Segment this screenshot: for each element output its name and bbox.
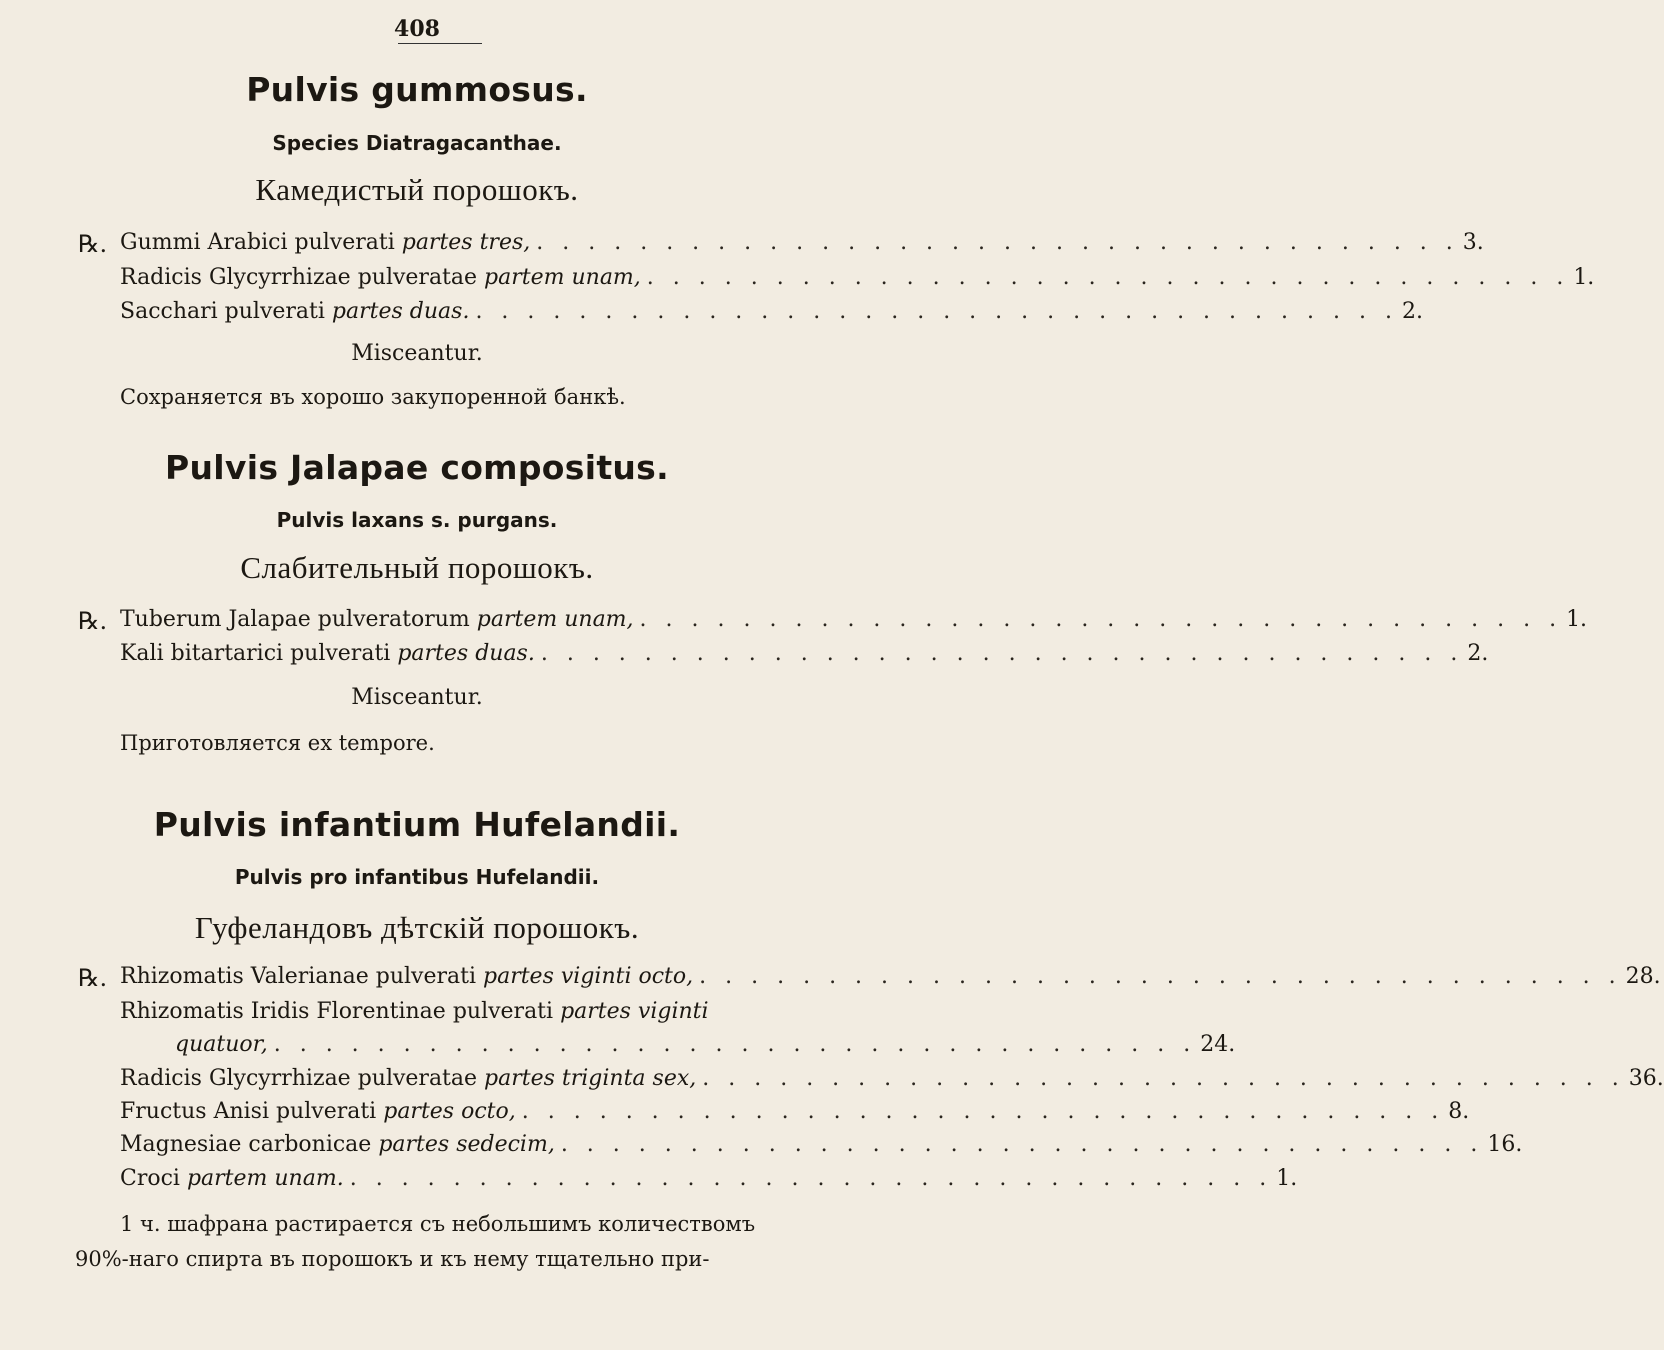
ingredient-line bbox=[120, 1166, 1298, 1191]
section-russian-title: Гуфеландовъ дѣтскій порошокъ. bbox=[194, 910, 640, 945]
misceantur-text: Misceantur. bbox=[351, 685, 483, 710]
leader-dots: . . . . . . . . . . . . . . . . . . . . . . . . . . . . . . . . . . . . bbox=[639, 607, 1563, 632]
ingredient-line bbox=[120, 299, 1423, 324]
leader-dots: . . . . . . . . . . . . . . . . . . . . . . . . . . . . . . . . . . . . bbox=[349, 1166, 1273, 1191]
ingredient-amount-text: partes tres, bbox=[401, 230, 531, 255]
ingredient-line bbox=[120, 1066, 1664, 1091]
section-russian-title: Камедистый порошокъ. bbox=[255, 172, 579, 207]
storage-note: Сохраняется въ хорошо закупоренной банкѣ. bbox=[120, 385, 626, 409]
ingredient-line bbox=[120, 999, 815, 1024]
leader-dots: . . . . . . . . . . . . . . . . . . . . . . . . . . . . . . . . . . . . bbox=[536, 230, 1459, 255]
ingredient-qty: 2. bbox=[1401, 299, 1423, 324]
leader-dots: . . . . . . . . . . . . . . . . . . . . . . . . . . . . . . . . . . . . bbox=[702, 1066, 1625, 1091]
ingredient-amount-text: partes sedecim, bbox=[378, 1132, 555, 1157]
ingredient-qty: 16. bbox=[1487, 1132, 1523, 1157]
ingredient-line bbox=[120, 1132, 1523, 1157]
ingredient-line bbox=[78, 964, 1661, 992]
ingredient-line bbox=[78, 607, 1588, 635]
ingredient-latin: Magnesiae carbonicae bbox=[120, 1132, 372, 1157]
leader-dots: . . . . . . . . . . . . . . . . . . . . . . . . . . . . . . . . . . . . bbox=[560, 1132, 1484, 1157]
page-number: 408 bbox=[394, 16, 440, 42]
ingredient-latin: Sacchari pulverati bbox=[120, 299, 325, 324]
recipe-symbol: ℞. bbox=[78, 607, 108, 635]
ingredient-qty: 1. bbox=[1276, 1166, 1298, 1191]
ingredient-amount-text: partes duas. bbox=[331, 299, 470, 324]
section-title: Pulvis Jalapae compositus. bbox=[165, 448, 669, 487]
leader-dots: . . . . . . . . . . . . . . . . . . . . . . . . . . . . . . . . . . . . bbox=[699, 964, 1622, 989]
ingredient-qty: 1. bbox=[1566, 607, 1588, 632]
leader-dots: . . . . . . . . . . . . . . . . . . . . . . . . . . . . . . . . . . . . bbox=[273, 1032, 1197, 1057]
ingredient-qty: 28. bbox=[1625, 964, 1661, 989]
ingredient-amount-text: partem unam. bbox=[186, 1166, 344, 1191]
ingredient-amount-text: quatuor, bbox=[175, 1032, 268, 1057]
instruction-line: 90%-наго спирта въ порошокъ и къ нему тщательно при- bbox=[75, 1247, 710, 1271]
ingredient-line bbox=[120, 1099, 1470, 1124]
ingredient-qty: 3. bbox=[1462, 230, 1484, 255]
ingredient-amount-text: partes octo, bbox=[383, 1099, 516, 1124]
ingredient-line bbox=[120, 641, 1489, 666]
ingredient-line bbox=[120, 265, 1595, 290]
ingredient-latin: Gummi Arabici pulverati bbox=[120, 230, 395, 255]
ingredient-amount-text: partes duas. bbox=[397, 641, 535, 666]
leader-dots: . . . . . . . . . . . . . . . . . . . . . . . . . . . . . . . . . . . . bbox=[475, 299, 1398, 324]
section-subtitle: Pulvis pro infantibus Hufelandii. bbox=[234, 865, 600, 889]
preparation-note: Приготовляется ex tempore. bbox=[120, 731, 435, 755]
ingredient-line bbox=[175, 1032, 1236, 1057]
ingredient-qty: 2. bbox=[1467, 641, 1489, 666]
ingredient-amount-text: partem unam, bbox=[476, 607, 634, 632]
section-subtitle: Pulvis laxans s. purgans. bbox=[276, 508, 558, 532]
ingredient-amount-text: partes viginti bbox=[560, 999, 709, 1024]
ingredient-qty: 8. bbox=[1448, 1099, 1470, 1124]
ingredient-latin: Fructus Anisi pulverati bbox=[120, 1099, 377, 1124]
ingredient-latin: Croci bbox=[120, 1166, 180, 1191]
section-title: Pulvis gummosus. bbox=[246, 70, 588, 109]
page-number-rule bbox=[398, 43, 482, 44]
ingredient-latin: Radicis Glycyrrhizae pulveratae bbox=[120, 1066, 478, 1091]
ingredient-amount-text: partes triginta sex, bbox=[484, 1066, 697, 1091]
ingredient-latin: Kali bitartarici pulverati bbox=[120, 641, 391, 666]
ingredient-latin: Radicis Glycyrrhizae pulveratae bbox=[120, 265, 478, 290]
section-russian-title: Слабительный порошокъ. bbox=[240, 550, 594, 585]
section-title: Pulvis infantium Hufelandii. bbox=[153, 805, 681, 844]
recipe-symbol: ℞. bbox=[78, 230, 108, 258]
ingredient-line bbox=[78, 230, 1484, 258]
leader-dots: . . . . . . . . . . . . . . . . . . . . . . . . . . . . . . . . . . . . bbox=[521, 1099, 1445, 1124]
section-subtitle: Species Diatragacanthae. bbox=[272, 131, 562, 155]
ingredient-latin: Rhizomatis Valerianae pulverati bbox=[120, 964, 476, 989]
ingredient-amount-text: partes viginti octo, bbox=[483, 964, 694, 989]
leader-dots: . . . . . . . . . . . . . . . . . . . . . . . . . . . . . . . . . . . . bbox=[540, 641, 1464, 666]
ingredient-qty: 1. bbox=[1573, 265, 1595, 290]
misceantur-text: Misceantur. bbox=[351, 341, 483, 366]
recipe-symbol: ℞. bbox=[78, 964, 108, 992]
ingredient-latin: Rhizomatis Iridis Florentinae pulverati bbox=[120, 999, 554, 1024]
ingredient-qty: 24. bbox=[1200, 1032, 1236, 1057]
leader-dots: . . . . . . . . . . . . . . . . . . . . . . . . . . . . . . . . . . . . bbox=[646, 265, 1570, 290]
instruction-line: 1 ч. шафрана растирается съ небольшимъ количествомъ bbox=[120, 1212, 756, 1236]
ingredient-amount-text: partem unam, bbox=[484, 265, 641, 290]
ingredient-qty: 36. bbox=[1628, 1066, 1664, 1091]
ingredient-latin: Tuberum Jalapae pulveratorum bbox=[120, 607, 470, 632]
